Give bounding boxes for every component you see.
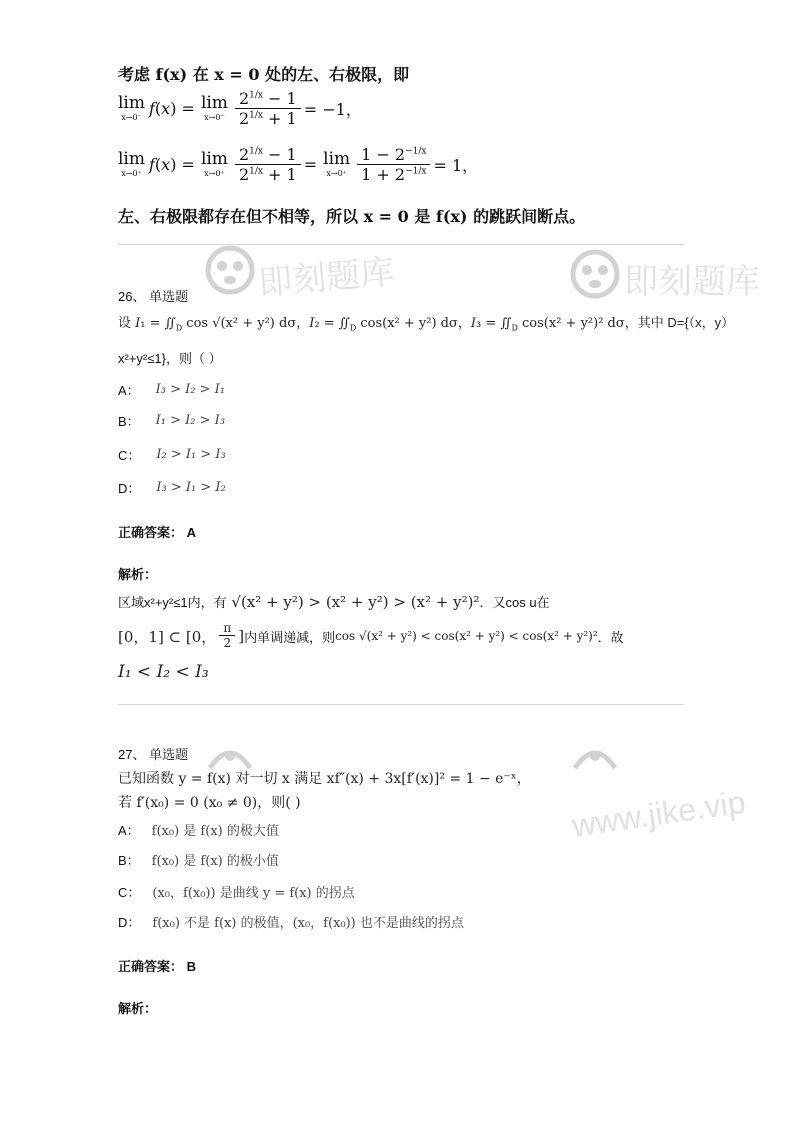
q27-option-c[interactable] — [118, 882, 355, 901]
q26-analysis-line2: [0，1] ⊂ [0， $\frac{\pi}{2}$ ] 内单调递减，则 cos √(x² + y²) < cos(x² + y²) < cos(x² + y²)² ．故 — [118, 621, 624, 651]
option-text: (x₀，f(x₀)) 是曲线 y = f(x) 的拐点 — [152, 886, 355, 901]
panda-logo-icon — [570, 738, 620, 778]
divider-2 — [118, 704, 684, 705]
watermark-url: www.jike.vip — [569, 783, 748, 844]
panda-logo-icon — [570, 244, 620, 304]
limit-right-equation: lim x→0⁺ f ( x ) = lim x→0⁺ $\frac{2^{1/x} - 1}{2^{1/x} + 1}$ = lim x→0⁺ $\frac{1 - 2^{-1/x}}{1 + 2^{-1/x}}$ = 1， — [118, 145, 479, 184]
q27-stem-line1: 已知函数 y = f(x) 对一切 x 满足 xf″(x) + 3x[f′(x)]² = 1 − e⁻ˣ， — [118, 771, 531, 787]
q26-stem-suffix: ，其中 D={（x，y） — [624, 315, 735, 330]
option-formula: I₁ > I₂ > I₃ — [155, 413, 226, 428]
q27-analysis-label: 解析： — [118, 1001, 158, 1016]
intro-conclusion: 左、右极限都存在但不相等，所以 x = 0 是 f(x) 的跳跃间断点。 — [118, 207, 586, 226]
option-text: f(x₀) 不是 f(x) 的极值，(x₀，f(x₀)) 也不是曲线的拐点 — [152, 916, 464, 931]
q27-option-a[interactable] — [118, 820, 279, 839]
intro-line1: 考虑 f(x) 在 x = 0 处的左、右极限，即 — [118, 65, 410, 84]
q27-answer: 正确答案： B — [118, 959, 197, 974]
q26-analysis-line1: 区域x²+y²≤1内，有 √(x² + y²) > (x² + y²) > (x² + y²)² ．又cos u在 — [118, 592, 550, 611]
lim-right-sub: x→0⁺ — [121, 169, 142, 179]
q26-option-a[interactable] — [118, 380, 225, 399]
analysis-text: 内单调递减，则 — [244, 629, 336, 645]
analysis-text: ．故 — [597, 629, 624, 645]
q26-analysis-label: 解析： — [118, 567, 158, 582]
q26-stem: 设 $I_1 = ∬_D$ cos √(x² + y²) dσ，$I_2 = ∬_D$ cos(x² + y²) dσ，$I_3 = ∬_D$ cos(x² + y²)² dσ，其中 D={（x，y） — [118, 315, 735, 333]
watermark-brand-2: 即刻题库 — [624, 263, 760, 301]
option-label: B： — [118, 853, 140, 868]
option-formula: I₃ > I₁ > I₂ — [156, 480, 226, 495]
q26-stem-line2: x²+y²≤1}，则（ ） — [118, 351, 222, 366]
panda-logo-icon — [205, 240, 255, 300]
lim-right-result: = 1， — [433, 156, 479, 176]
option-label: A： — [118, 383, 140, 398]
q27-option-d[interactable] — [118, 912, 464, 931]
lim-left-label: lim — [118, 93, 145, 114]
option-text: f(x₀) 是 f(x) 的极小值 — [151, 854, 279, 869]
q27-option-b[interactable] — [118, 850, 279, 869]
q26-analysis-line3: I₁ < I₂ < I₃ — [118, 662, 209, 682]
q26-option-d[interactable] — [118, 478, 226, 497]
option-label: D： — [118, 915, 141, 930]
q26-answer: 正确答案： A — [118, 525, 197, 540]
q27-header: 27、 单选题 — [118, 747, 189, 762]
lim-left-sub: x→0⁻ — [121, 113, 142, 123]
option-text: f(x₀) 是 f(x) 的极大值 — [151, 824, 279, 839]
option-label: C： — [118, 448, 141, 463]
q27-stem-line2: 若 f′(x₀) = 0 (x₀ ≠ 0)，则( ) — [118, 795, 301, 811]
watermark-brand-1: 即刻题库 — [256, 253, 396, 303]
lim-right-label: lim — [118, 149, 145, 170]
analysis-text: ．又cos u在 — [479, 595, 550, 610]
analysis-text: 区域x²+y²≤1内，有 — [118, 595, 227, 610]
q26-option-c[interactable] — [118, 445, 226, 464]
option-label: A： — [118, 823, 140, 838]
option-label: B： — [118, 414, 140, 429]
q26-option-b[interactable] — [118, 411, 225, 430]
option-label: D： — [118, 481, 141, 496]
lim-left-result: = −1， — [303, 100, 362, 120]
analysis-text: [0，1] ⊂ — [118, 627, 182, 646]
option-label: C： — [118, 885, 141, 900]
option-formula: I₂ > I₁ > I₃ — [156, 447, 226, 462]
option-formula: I₃ > I₂ > I₁ — [155, 382, 226, 397]
q26-header: 26、 单选题 — [118, 289, 189, 304]
limit-left-equation: lim x→0⁻ f ( x ) = lim x→0⁻ $\frac{2^{1/x} - 1}{2^{1/x} + 1}$ = −1， — [118, 89, 362, 128]
